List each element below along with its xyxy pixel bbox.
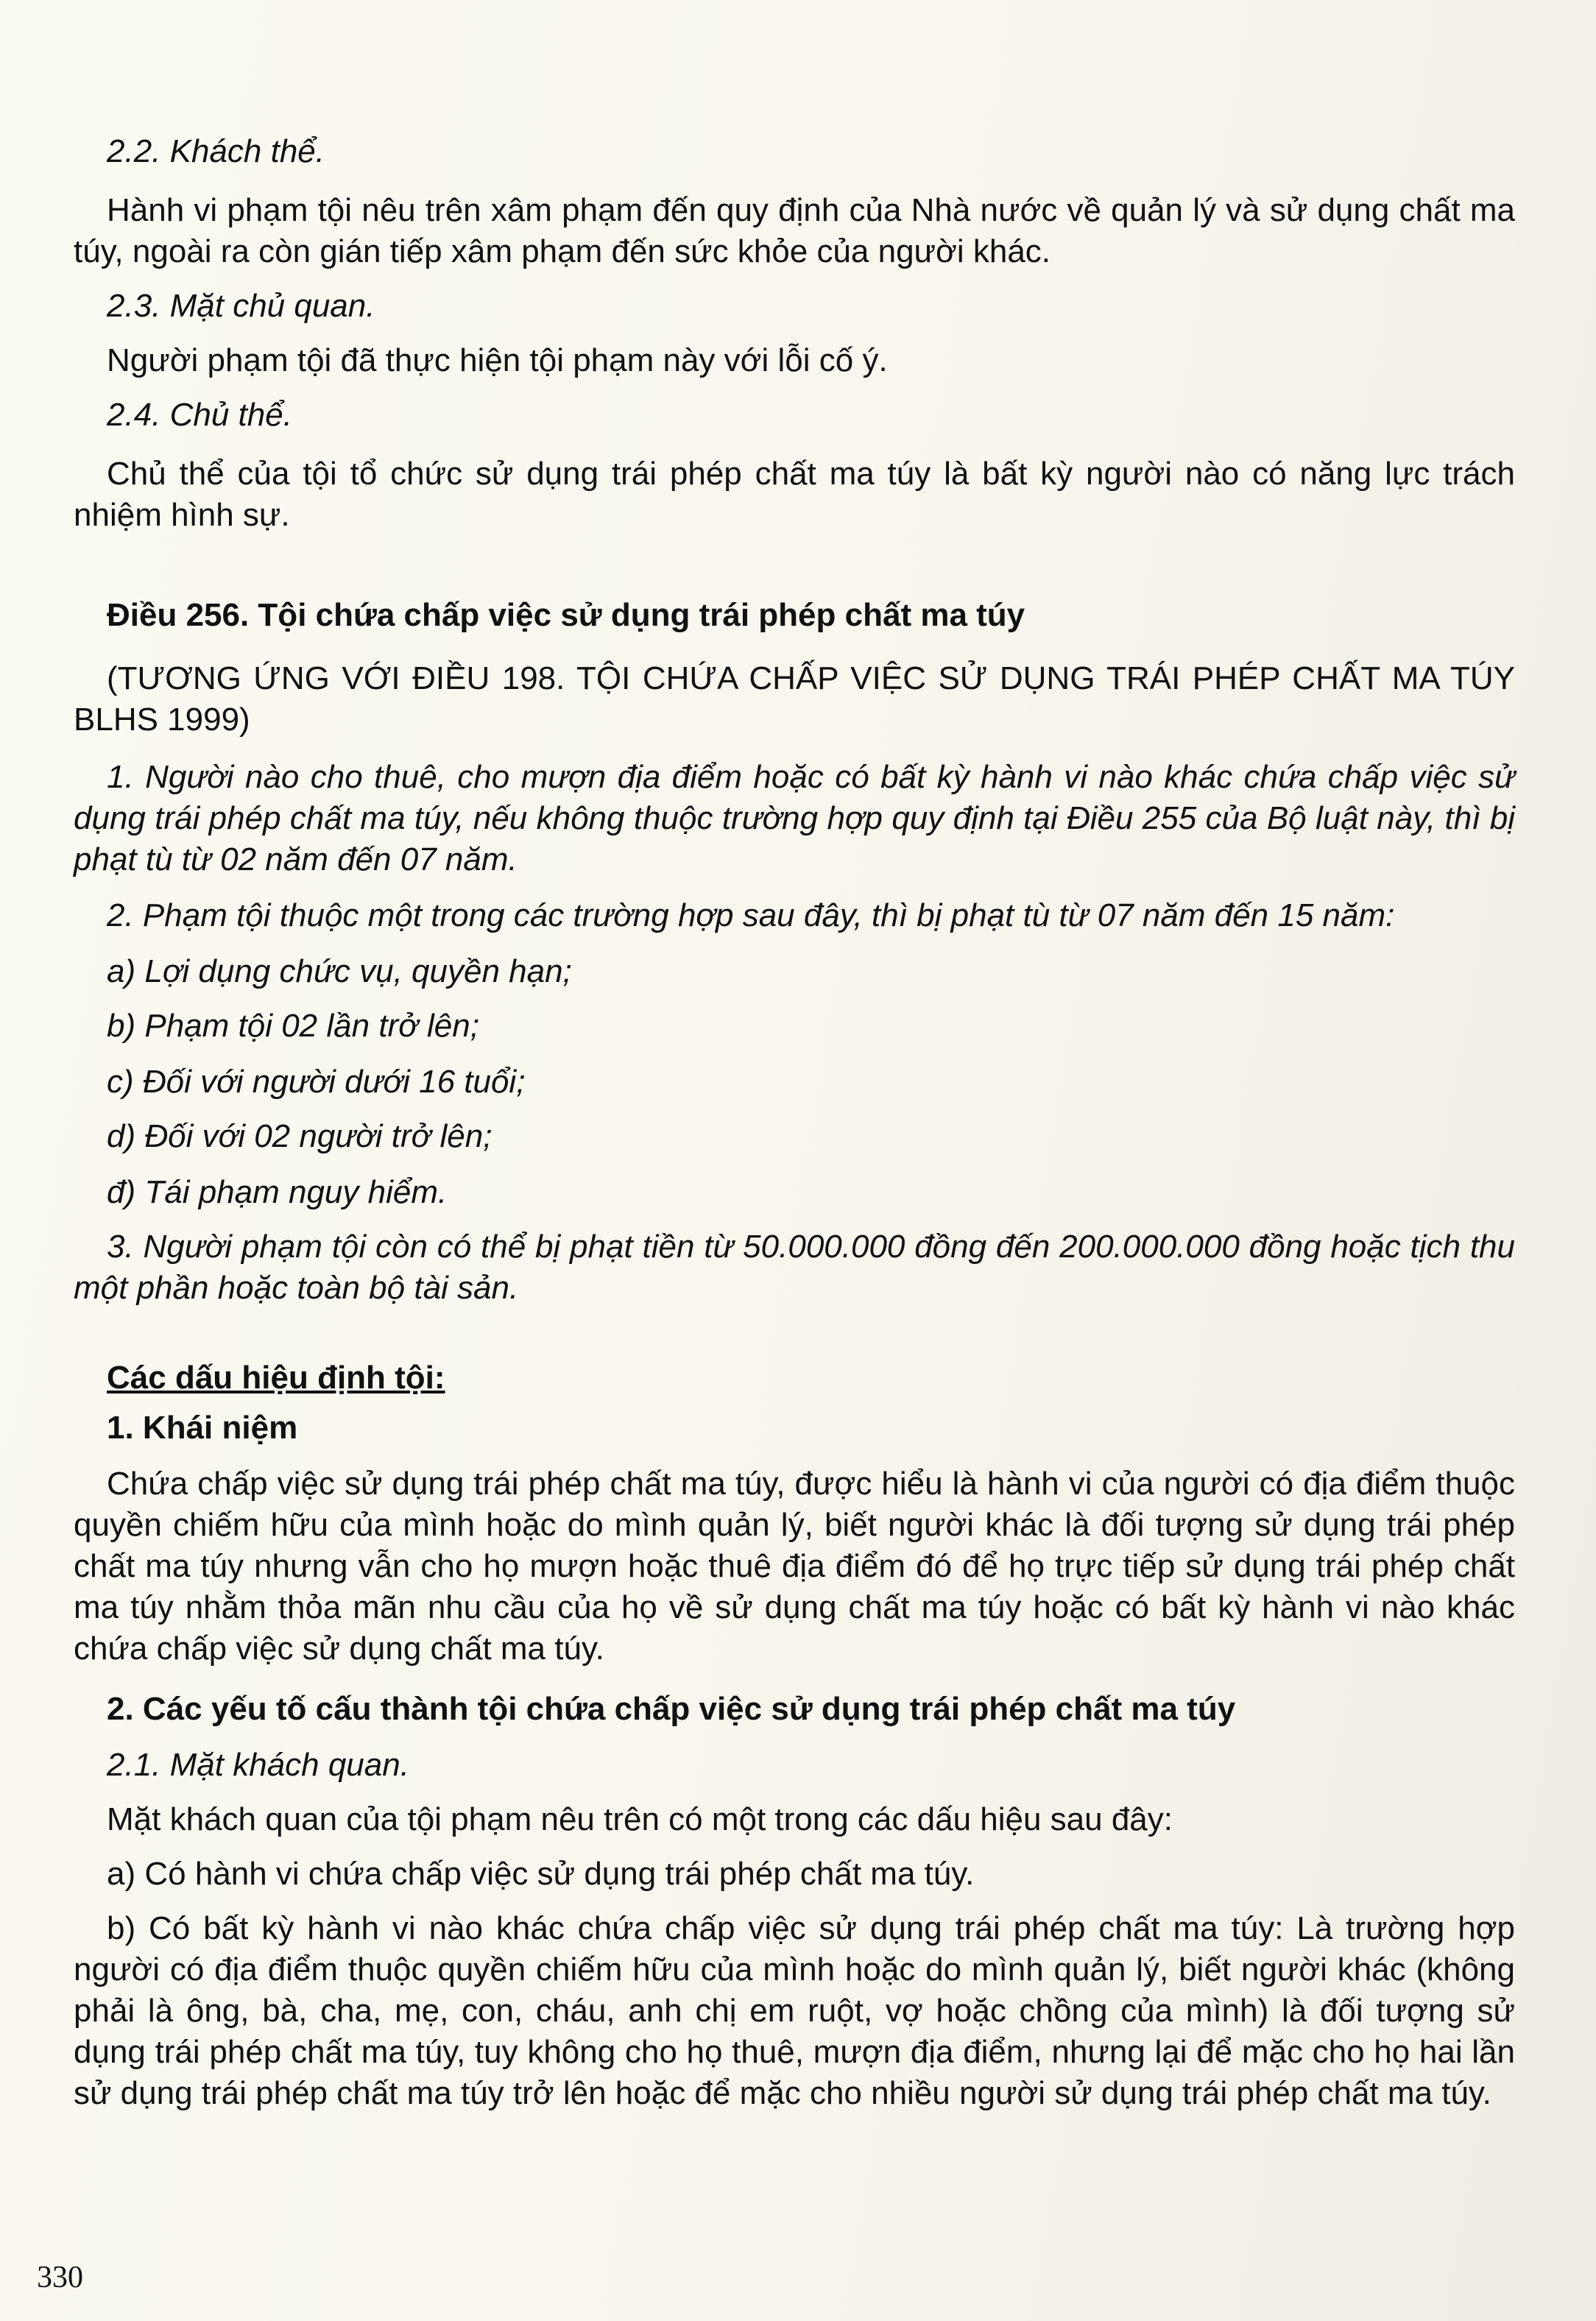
- paragraph-2-3: Người phạm tội đã thực hiện tội phạm này với lỗi cố ý.: [107, 342, 888, 378]
- paragraph-1: Chứa chấp việc sử dụng trái phép chất ma túy, được hiểu là hành vi của người có địa điểm thuộc quyền chiếm hữu của mình hoặc do mình quản lý, biết người khác là đối tượng sử dụng trái phép chất ma túy nhưng vẫn cho họ mượn hoặc thuê địa điểm đó để họ trực tiếp sử dụng trái phép chất ma túy nhằm thỏa mãn nhu cầu của họ về sử dụng chất ma túy hoặc có bất kỳ hành vi nào khác chứa chấp việc sử dụng chất ma túy.: [74, 1466, 1515, 1667]
- heading-2-2: 2.2. Khách thể.: [107, 133, 325, 169]
- clause-2: 2. Phạm tội thuộc một trong các trường hợp sau đây, thì bị phạt tù từ 07 năm đến 15 năm:: [107, 897, 1395, 933]
- heading-2-1: 2.1. Mặt khách quan.: [107, 1747, 409, 1783]
- paragraph-2-2: Hành vi phạm tội nêu trên xâm phạm đến quy định của Nhà nước về quản lý và sử dụng chất ma túy, ngoài ra còn gián tiếp xâm phạm đến sức khỏe của người khác.: [74, 192, 1515, 269]
- clause-2b: b) Phạm tội 02 lần trở lên;: [107, 1008, 479, 1044]
- clause-2c: c) Đối với người dưới 16 tuổi;: [107, 1064, 526, 1100]
- clause-1: 1. Người nào cho thuê, cho mượn địa điểm hoặc có bất kỳ hành vi nào khác chứa chấp việc sử dụng trái phép chất ma túy, nếu không thuộc trường hợp quy định tại Điều 255 của Bộ luật này, thì bị phạt tù từ 02 năm đến 07 năm.: [74, 759, 1515, 877]
- heading-2-4: 2.4. Chủ thể.: [107, 397, 292, 433]
- correspondence-note: (TƯƠNG ỨNG VỚI ĐIỀU 198. TỘI CHỨA CHẤP VIỆC SỬ DỤNG TRÁI PHÉP CHẤT MA TÚY BLHS 1999): [74, 660, 1515, 738]
- paragraph-2-4: Chủ thể của tội tổ chức sử dụng trái phép chất ma túy là bất kỳ người nào có năng lực trách nhiệm hình sự.: [74, 456, 1515, 533]
- section-heading-text: Các dấu hiệu định tội:: [107, 1360, 445, 1396]
- section-heading: [74, 1357, 1515, 1399]
- paragraph-2-1: Mặt khách quan của tội phạm nêu trên có một trong các dấu hiệu sau đây:: [107, 1801, 1173, 1837]
- clause-2dd: đ) Tái phạm nguy hiểm.: [107, 1174, 448, 1210]
- heading-1: 1. Khái niệm: [107, 1410, 298, 1446]
- clause-3: 3. Người phạm tội còn có thể bị phạt tiền từ 50.000.000 đồng đến 200.000.000 đồng hoặc tịch thu một phần hoặc toàn bộ tài sản.: [74, 1229, 1515, 1306]
- article-title: Điều 256. Tội chứa chấp việc sử dụng trái phép chất ma túy: [107, 597, 1025, 633]
- paragraph-2-1a: a) Có hành vi chứa chấp việc sử dụng trái phép chất ma túy.: [107, 1856, 975, 1892]
- clause-2d: d) Đối với 02 người trở lên;: [107, 1118, 492, 1154]
- paragraph-2-1b: b) Có bất kỳ hành vi nào khác chứa chấp việc sử dụng trái phép chất ma túy: Là trường hợp người có địa điểm thuộc quyền chiếm hữu của mình hoặc do mình quản lý, biết người khác (không phải là ông, bà, cha, mẹ, con, cháu, anh chị em ruột, vợ hoặc chồng của mình) là đối tượng sử dụng trái phép chất ma túy, tuy không cho họ thuê, mượn địa điểm, nhưng lại để mặc cho họ hai lần sử dụng trái phép chất ma túy trở lên hoặc để mặc cho nhiều người sử dụng trái phép chất ma túy.: [74, 1910, 1515, 2111]
- clause-2a: a) Lợi dụng chức vụ, quyền hạn;: [107, 953, 572, 989]
- heading-2-3: 2.3. Mặt chủ quan.: [107, 288, 375, 324]
- heading-2: 2. Các yếu tố cấu thành tội chứa chấp việc sử dụng trái phép chất ma túy: [107, 1691, 1236, 1727]
- page-number: 330: [37, 2261, 83, 2294]
